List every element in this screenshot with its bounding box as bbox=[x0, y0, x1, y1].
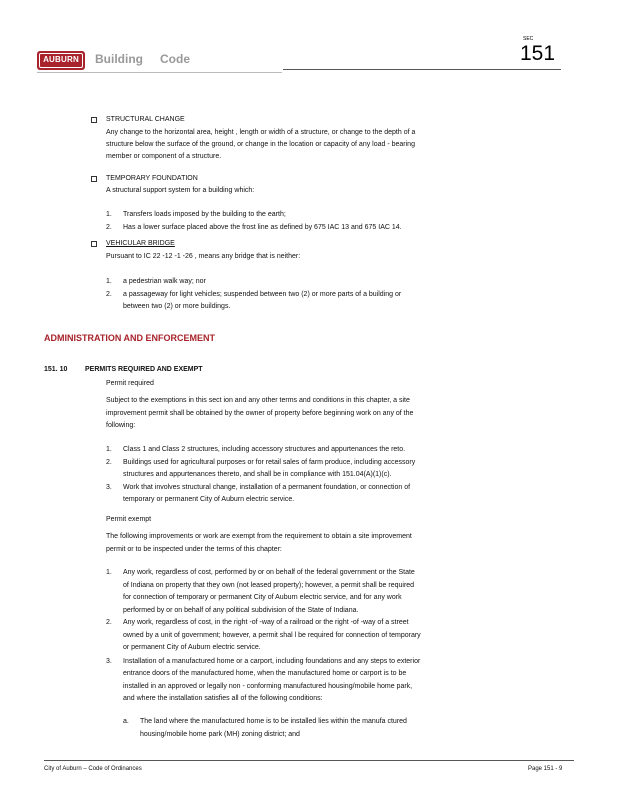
list-item: installed in an approved or legally non - conforming manufactured housing/mobile home park, bbox=[123, 683, 413, 690]
auburn-logo bbox=[37, 51, 85, 70]
definition-line: Any change to the horizontal area, height , length or width of a structure, or change to the depth of a bbox=[106, 129, 416, 136]
list-number: 2. bbox=[106, 224, 112, 231]
list-number: 1. bbox=[106, 278, 112, 285]
list-item: Any work, regardless of cost, performed by or on behalf of the federal government or the State bbox=[123, 569, 415, 576]
section-number-label: 151. 10 bbox=[44, 366, 68, 373]
list-item: Work that involves structural change, installation of a permanent foundation, or connection of bbox=[123, 484, 411, 491]
subsection-label: Permit exempt bbox=[106, 516, 152, 523]
checkbox-icon bbox=[91, 117, 97, 123]
list-item: housing/mobile home park (MH) zoning district; and bbox=[140, 731, 300, 738]
subsection-label: Permit required bbox=[106, 380, 154, 387]
list-number: 2. bbox=[106, 291, 112, 298]
list-number: 3. bbox=[106, 484, 112, 491]
list-number: 1. bbox=[106, 211, 112, 218]
admin-heading: ADMINISTRATION AND ENFORCEMENT bbox=[44, 333, 215, 343]
header-title-building: Building bbox=[95, 52, 143, 66]
list-item: a passageway for light vehicles; suspended between two (2) or more parts of a building or bbox=[123, 291, 402, 298]
footer-rule bbox=[44, 760, 574, 761]
paragraph-line: The following improvements or work are exempt from the requirement to obtain a site improvement bbox=[106, 533, 412, 540]
list-item: performed by or on behalf of any political subdivision of the State of Indiana. bbox=[123, 607, 359, 614]
paragraph-line: improvement permit shall be obtained by the owner of property before beginning work on any of the bbox=[106, 410, 414, 417]
list-item: Installation of a manufactured home or a carport, including foundations and any steps to exterior bbox=[123, 658, 421, 665]
checkbox-icon bbox=[91, 241, 97, 247]
header-title-code: Code bbox=[160, 52, 190, 66]
list-number: 2. bbox=[106, 459, 112, 466]
list-item: temporary or permanent City of Auburn electric service. bbox=[123, 496, 295, 503]
list-item: and where the installation satisfies all of the following conditions: bbox=[123, 695, 323, 702]
section-number: 151 bbox=[520, 42, 556, 65]
list-item: Class 1 and Class 2 structures, including accessory structures and appurtenances the reto. bbox=[123, 446, 406, 453]
list-letter: a. bbox=[123, 718, 129, 725]
section-label: SEC bbox=[523, 36, 534, 42]
list-item: Any work, regardless of cost, in the right -of -way of a railroad or the right -of -way of a street bbox=[123, 619, 409, 626]
list-number: 1. bbox=[106, 569, 112, 576]
list-item: owned by a unit of government; however, a permit shal l be required for connection of temporary bbox=[123, 632, 421, 639]
list-item: Has a lower surface placed above the frost line as defined by 675 IAC 13 and 675 IAC 14. bbox=[123, 224, 402, 231]
list-number: 1. bbox=[106, 446, 112, 453]
header-rule-right bbox=[283, 69, 561, 70]
paragraph-line: following: bbox=[106, 422, 136, 429]
definition-term: TEMPORARY FOUNDATION bbox=[106, 175, 198, 182]
header-rule-left bbox=[37, 72, 282, 73]
list-item: a pedestrian walk way; nor bbox=[123, 278, 206, 285]
definition-line: Pursuant to IC 22 -12 -1 -26 , means any bridge that is neither: bbox=[106, 253, 301, 260]
definition-line: structure below the surface of the ground, or change in the location or capacity of any load - bearing bbox=[106, 141, 415, 148]
paragraph-line: permit or to be inspected under the terms of this chapter: bbox=[106, 546, 282, 553]
footer-left: City of Auburn – Code of Ordinances bbox=[44, 766, 142, 772]
list-item: or permanent City of Auburn electric service. bbox=[123, 644, 261, 651]
list-item: between two (2) or more buildings. bbox=[123, 303, 231, 310]
logo-text: AUBURN bbox=[43, 55, 79, 64]
section-title: PERMITS REQUIRED AND EXEMPT bbox=[85, 366, 203, 373]
list-item: structures and appurtenances thereto, and shall be in compliance with 151.04(A)(1)(c). bbox=[123, 471, 392, 478]
list-item: of Indiana on property that they own (not leased property); however, a permit shall be required bbox=[123, 582, 415, 589]
list-item: for connection of temporary or permanent City of Auburn electric service, and for any work bbox=[123, 594, 402, 601]
definition-line: member or component of a structure. bbox=[106, 153, 222, 160]
list-item: Buildings used for agricultural purposes or for retail sales of farm produce, including accessory bbox=[123, 459, 416, 466]
paragraph-line: Subject to the exemptions in this sect ion and any other terms and conditions in this chapter, a site bbox=[106, 397, 410, 404]
list-item: Transfers loads imposed by the building to the earth; bbox=[123, 211, 286, 218]
list-number: 3. bbox=[106, 658, 112, 665]
footer-page-number: Page 151 - 9 bbox=[528, 766, 563, 772]
list-item: The land where the manufactured home is to be installed lies within the manufa ctured bbox=[140, 718, 407, 725]
definition-term: STRUCTURAL CHANGE bbox=[106, 116, 185, 123]
list-number: 2. bbox=[106, 619, 112, 626]
definition-line: A structural support system for a building which: bbox=[106, 187, 255, 194]
definition-term: VEHICULAR BRIDGE bbox=[106, 240, 175, 247]
list-item: entrance doors of the manufactured home, when the manufactured home or carport is to be bbox=[123, 670, 407, 677]
checkbox-icon bbox=[91, 176, 97, 182]
